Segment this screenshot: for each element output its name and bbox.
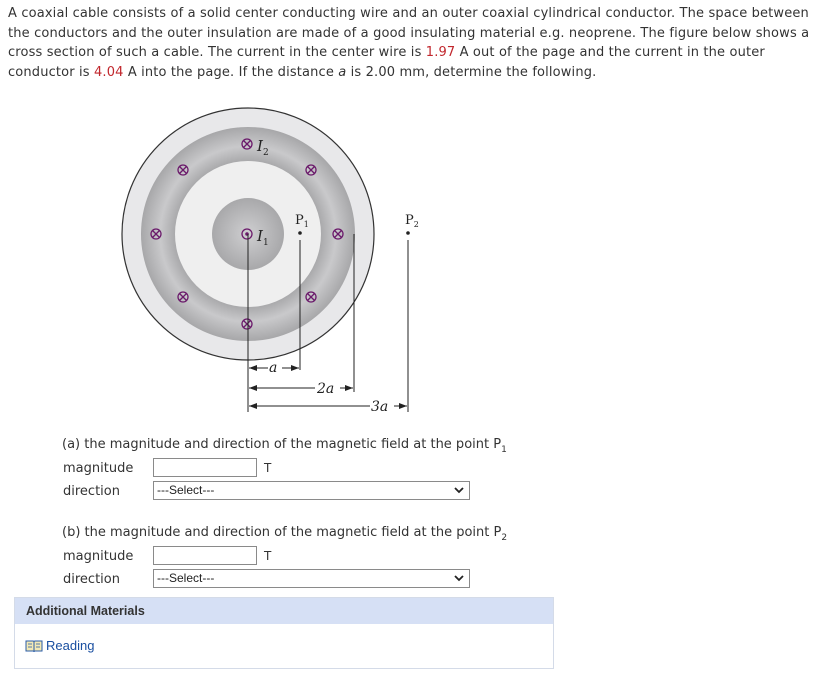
reading-link[interactable]	[25, 638, 94, 653]
unit-label-b: T	[264, 549, 272, 563]
dimension-label-2a: 2a	[317, 381, 335, 397]
question-b-text: (b) the magnitude and direction of the magnetic field at the point P	[62, 525, 502, 540]
magnitude-input-a[interactable]	[153, 458, 257, 477]
direction-select-a[interactable]	[153, 481, 470, 500]
question-a-subscript: 1	[501, 445, 507, 455]
magnitude-label-b: magnitude	[63, 549, 134, 564]
problem-text: is 2.00 mm, determine the following.	[346, 64, 597, 80]
distance-variable: a	[338, 64, 347, 80]
additional-materials-header: Additional Materials	[15, 598, 553, 624]
point-label-p2: $P_2$	[405, 213, 419, 229]
point-p1	[298, 231, 302, 235]
center-current-value: 1.97	[425, 45, 456, 60]
current-label-i1: $I_1$	[257, 227, 269, 248]
chevron-down-icon	[453, 483, 465, 497]
problem-text: A out of the page and the current in the outer conductor is	[8, 45, 765, 80]
direction-select-a-value: ---Select---	[157, 483, 215, 497]
point-p2	[406, 231, 410, 235]
problem-text: A coaxial cable consists of a solid center conducting wire and an outer coaxial cylindrical conductor. The space between the conductors and the outer insulation are made of a good insulating material e.g. neoprene. The figure below shows a cross section of such a cable. The current in the center wire is	[8, 6, 810, 60]
problem-text: A into the page. If the distance	[123, 64, 339, 80]
question-a	[62, 437, 507, 455]
reading-label: Reading	[46, 638, 95, 653]
additional-materials-panel	[14, 597, 554, 669]
point-label-p1: $P_1$	[295, 213, 309, 229]
question-b-subscript: 2	[501, 533, 508, 543]
unit-label-a: T	[264, 461, 272, 475]
dimension-label-3a: 3a	[371, 399, 389, 415]
outer-current-value: 4.04	[93, 64, 124, 80]
question-a-text: (a) the magnitude and direction of the magnetic field at the point P	[62, 437, 502, 452]
direction-select-b-value: ---Select---	[157, 571, 215, 585]
chevron-down-icon	[453, 571, 465, 585]
magnitude-label-a: magnitude	[63, 461, 134, 476]
problem-statement	[8, 4, 823, 82]
direction-label-a: direction	[63, 484, 120, 499]
direction-select-b[interactable]	[153, 569, 470, 588]
book-icon	[25, 639, 43, 653]
direction-label-b: direction	[63, 572, 120, 587]
question-b	[62, 525, 508, 543]
coaxial-cable-figure	[118, 104, 418, 422]
current-label-i2: $I_2$	[257, 137, 269, 158]
dimension-label-a: a	[269, 360, 278, 376]
magnitude-input-b[interactable]	[153, 546, 257, 565]
